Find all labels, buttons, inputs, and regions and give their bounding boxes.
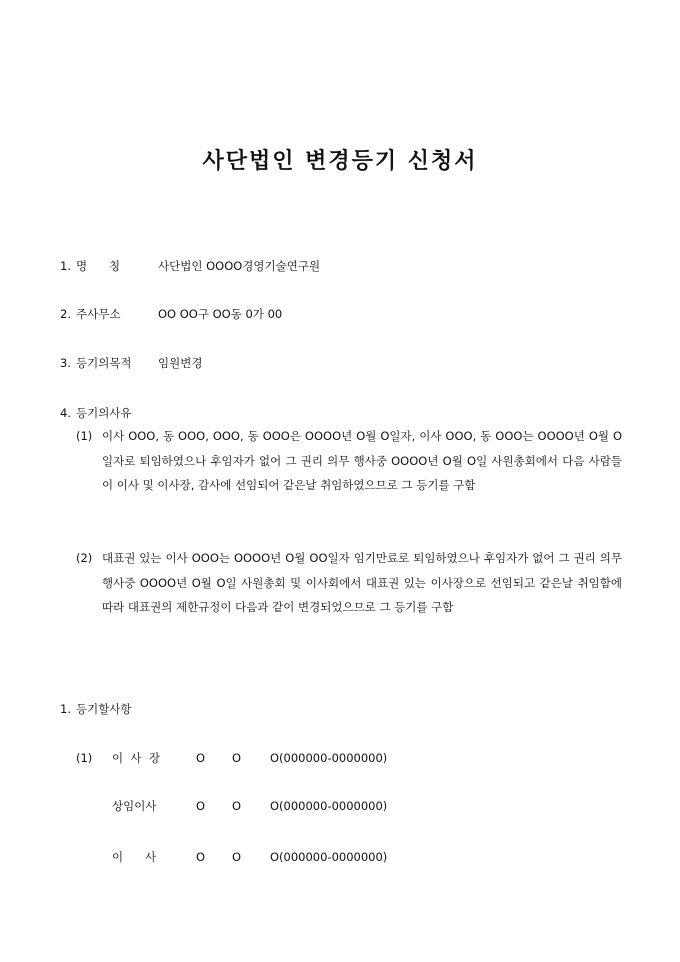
item-label-name: 명 칭	[76, 259, 121, 273]
name-part-2: O	[232, 751, 242, 765]
item-number-reason: 4.	[60, 406, 71, 420]
paragraph-number: (1)	[76, 429, 93, 443]
paragraph-text: 대표권 있는 이사 OOO는 OOOO년 O월 OO일자 임기만료로 퇴임하였으나 후임자가 없어 그 권리 의무 행사중 OOOO년 O월 O일 사원총회 및 이사회에서 대표권 있는 이사장으로 선임되고 같은날 취임함에 따라 대표권의 제한규정이 다음과 같이 변경되었으므로 그 등기를 구함	[102, 551, 622, 614]
registration-number: 1.	[60, 702, 71, 716]
role-director: 이 사	[112, 850, 157, 864]
item-label-office: 주사무소	[76, 307, 121, 321]
item-number-name: 1.	[60, 259, 71, 273]
item-label-purpose: 등기의목적	[76, 356, 132, 370]
registration-group-number: (1)	[76, 751, 93, 765]
paragraph-number: (2)	[76, 551, 93, 565]
document-title: 사단법인 변경등기 신청서	[202, 148, 478, 174]
item-value-name: 사단법인 OOOO경영기술연구원	[158, 259, 321, 273]
name-part-1: O	[196, 850, 206, 864]
item-value-purpose: 임원변경	[158, 356, 203, 370]
registration-id: O(000000-0000000)	[270, 850, 388, 864]
role-standing-director: 상임이사	[112, 799, 157, 813]
name-part-2: O	[232, 799, 242, 813]
item-value-office: OO OO구 OO동 0가 00	[158, 307, 283, 321]
item-number-office: 2.	[60, 307, 71, 321]
name-part-1: O	[196, 799, 206, 813]
paragraph-text: 이사 OOO, 동 OOO, OOO, 동 OOO은 OOOO년 O월 O일자, 이사 OOO, 동 OOO는 OOOO년 O월 O일자로 퇴임하였으나 후임자가 없어 그 권리 의무 행사중 OOOO년 O월 O일 사원총회에서 다음 사람들이 이사 및 이사장, 감사에 선임되어 같은날 취임하였으므로 그 등기를 구함	[102, 429, 622, 492]
registration-label: 등기할사항	[76, 702, 132, 716]
item-label-reason: 등기의사유	[76, 406, 132, 420]
registration-id: O(000000-0000000)	[270, 751, 388, 765]
name-part-2: O	[232, 850, 242, 864]
item-number-purpose: 3.	[60, 356, 71, 370]
registration-id: O(000000-0000000)	[270, 799, 388, 813]
name-part-1: O	[196, 751, 206, 765]
role-chairman: 이 사 장	[112, 751, 160, 765]
